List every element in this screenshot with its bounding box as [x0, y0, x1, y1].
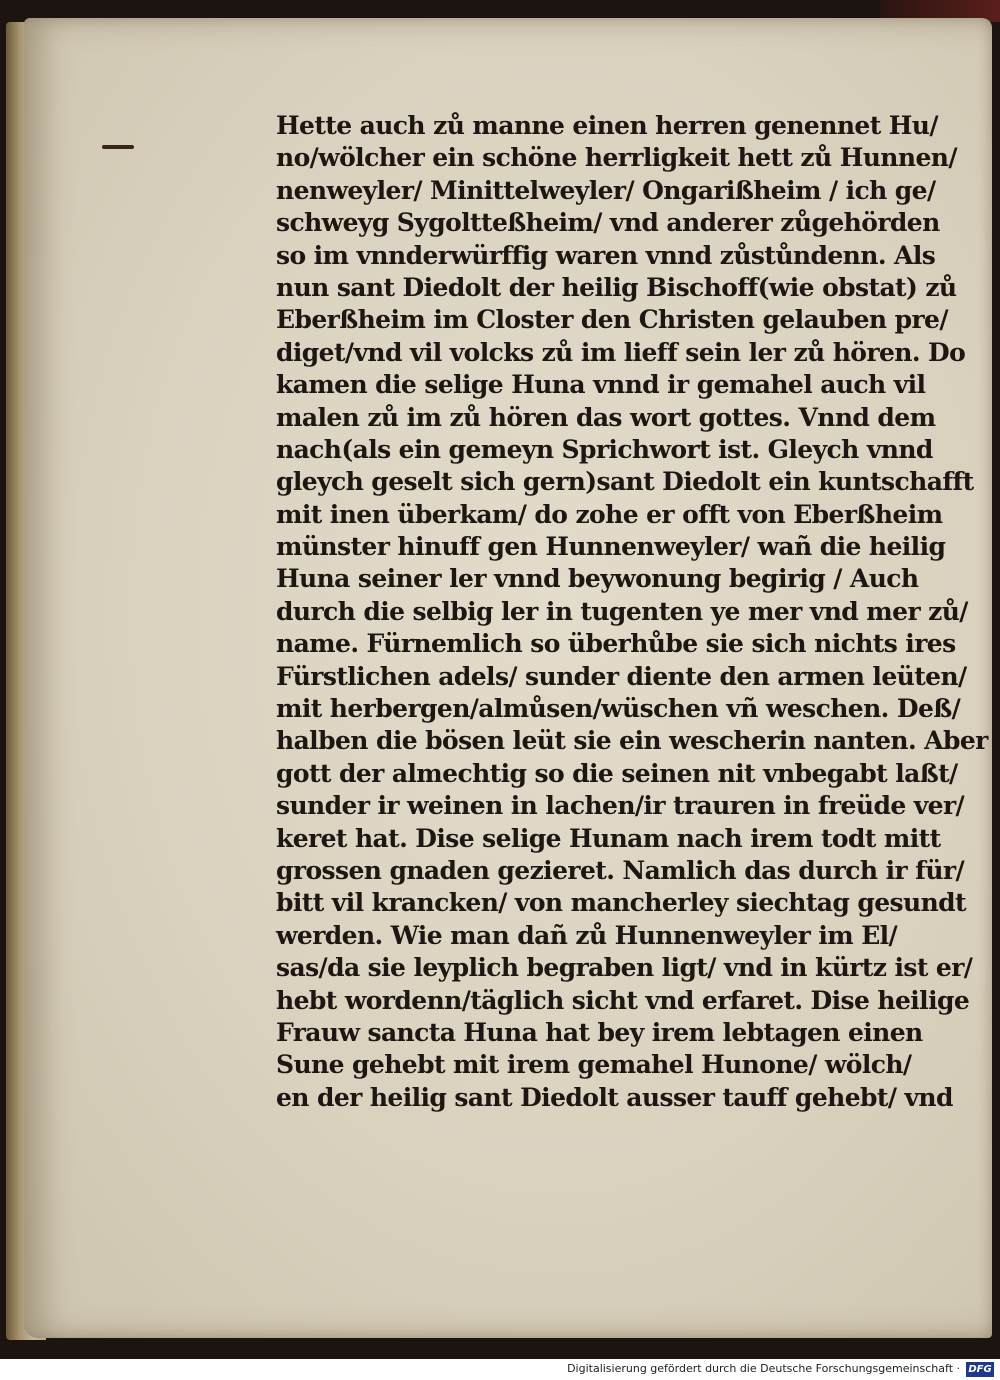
text-line: bitt vil krancken/ von mancherley siechtag gesundt	[276, 888, 966, 918]
text-line: grossen gnaden gezieret. Namlich das durch ir für/	[276, 855, 964, 885]
text-line: en der heilig sant Diedolt ausser tauff gehebt/ vnd	[276, 1082, 953, 1112]
margin-mark	[102, 145, 134, 149]
text-line: so im vnnderwürffig waren vnnd zůstůndenn. Als	[276, 240, 936, 270]
text-line: schweyg Sygoltteßheim/ vnd anderer zůgehörden	[276, 208, 940, 238]
text-line: nun sant Diedolt der heilig Bischoff(wie obstat) zů	[276, 272, 957, 302]
funding-credit: Digitalisierung gefördert durch die Deutsche Forschungsgemeinschaft ·	[567, 1362, 960, 1375]
text-line: name. Fürnemlich so überhůbe sie sich nichts ires	[276, 629, 956, 659]
text-line: Huna seiner ler vnnd beywonung begirig / Auch	[276, 564, 919, 594]
text-line: halben die bösen leüt sie ein wescherin nanten. Aber	[276, 726, 988, 756]
text-line: mit herbergen/almůsen/wüschen vñ weschen. Deß/	[276, 694, 961, 724]
text-line: no/wölcher ein schöne herrligkeit hett zů Hunnen/	[276, 143, 957, 173]
text-line: diget/vnd vil volcks zů im lieff sein ler zů hören. Do	[276, 337, 966, 367]
text-line: Sune gehebt mit irem gemahel Hunone/ wölch/	[276, 1050, 912, 1080]
text-block	[276, 110, 988, 1114]
text-line: werden. Wie man dañ zů Hunnenweyler im El/	[276, 920, 898, 950]
text-line: nach(als ein gemeyn Sprichwort ist. Gleych vnnd	[276, 434, 933, 464]
text-line: Frauw sancta Huna hat bey irem lebtagen einen	[276, 1017, 923, 1047]
text-line: Fürstlichen adels/ sunder diente den armen leüten/	[276, 661, 967, 691]
text-line: sunder ir weinen in lachen/ir trauren in freüde ver/	[276, 791, 965, 821]
text-line: Hette auch zů manne einen herren genennet Hu/	[276, 111, 938, 140]
text-line: sas/da sie leyplich begraben ligt/ vnd in kürtz ist er/	[276, 953, 973, 983]
text-line: gott der almechtig so die seinen nit vnbegabt laßt/	[276, 758, 958, 788]
dfg-logo: DFG	[966, 1362, 994, 1377]
text-line: durch die selbig ler in tugenten ye mer vnd mer zů/	[276, 596, 968, 626]
text-line: Eberßheim im Closter den Christen gelauben pre/	[276, 305, 948, 335]
text-line: keret hat. Dise selige Hunam nach irem todt mitt	[276, 823, 941, 853]
text-line: mit inen überkam/ do zohe er offt von Eberßheim	[276, 499, 943, 529]
text-line: kamen die selige Huna vnnd ir gemahel auch vil	[276, 370, 926, 400]
text-line: nenweyler/ Minittelweyler/ Ongarißheim / ich ge/	[276, 175, 936, 205]
text-line: gleych geselt sich gern)sant Diedolt ein kuntschafft	[276, 467, 974, 497]
text-line: malen zů im zů hören das wort gottes. Vnnd dem	[276, 402, 936, 432]
text-line: münster hinuff gen Hunnenweyler/ wañ die heilig	[276, 532, 946, 562]
text-line: hebt wordenn/täglich sicht vnd erfaret. Dise heilige	[276, 985, 970, 1015]
digitization-footer	[0, 1359, 1000, 1380]
